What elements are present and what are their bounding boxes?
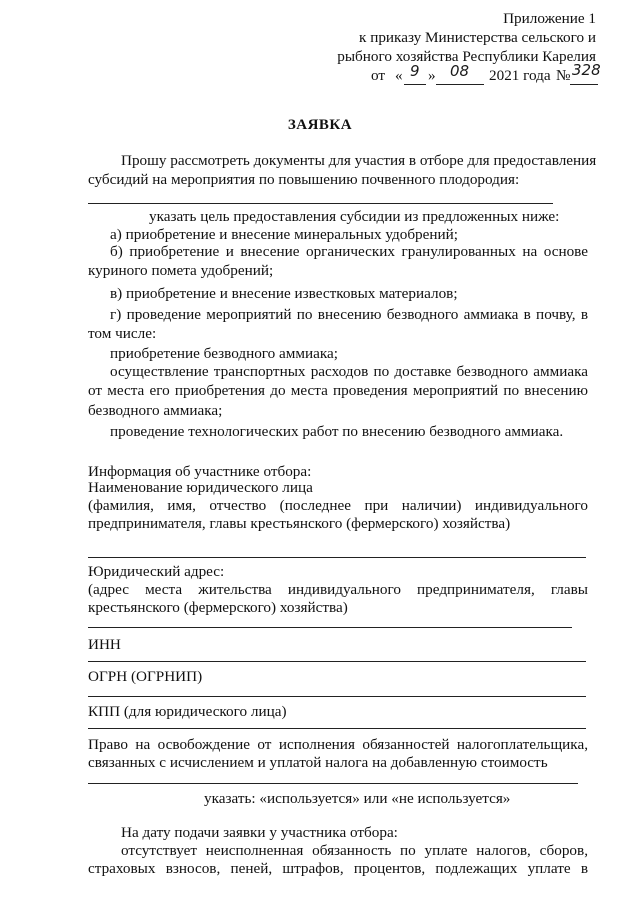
subitem-2-line1: осуществление транспортных расходов по доставке безводного аммиака (110, 363, 588, 380)
order-number-handwritten: 328 (572, 61, 601, 79)
goal-input-line (88, 203, 553, 204)
item-v: в) приобретение и внесение известковых материалов; (110, 285, 458, 302)
kpp-label: КПП (для юридического лица) (88, 703, 287, 720)
legal-name-hint-line2: предпринимателя, главы крестьянского (фермерского) хозяйства) (88, 515, 511, 532)
ogrn-input-line (88, 696, 586, 697)
legal-name-hint-line1: (фамилия, имя, отчество (последнее при наличии) индивидуального (88, 497, 588, 514)
date-day-handwritten: 9 (410, 62, 420, 80)
kpp-input-line (88, 728, 586, 729)
footer-paragraph-line2: страховых взносов, пеней, штрафов, процентов, подлежащих уплате в (88, 860, 588, 877)
subitem-2-line2: от места его приобретения до места проведения мероприятий по внесению (88, 382, 588, 399)
ogrn-label: ОГРН (ОГРНИП) (88, 668, 203, 685)
order-number-sign: № (556, 67, 571, 84)
date-month-rule (436, 84, 484, 85)
subitem-1: приобретение безводного аммиака; (110, 345, 338, 362)
address-label: Юридический адрес: (88, 563, 225, 580)
inn-label: ИНН (88, 636, 121, 653)
submission-date-line: На дату подачи заявки у участника отбора: (121, 824, 398, 841)
vat-line1: Право на освобождение от исполнения обязанностей налогоплательщика, (88, 736, 588, 753)
legal-name-input-line (88, 557, 586, 558)
date-day-rule (404, 84, 426, 85)
date-month-handwritten: 08 (450, 62, 470, 80)
address-input-line (88, 627, 572, 628)
order-reference-line2: рыбного хозяйства Республики Карелия (337, 48, 596, 65)
subitem-2-line3: безводного аммиака; (88, 402, 223, 419)
quote-close: » (428, 67, 436, 84)
footer-paragraph-line1: отсутствует неисполненная обязанность по уплате налогов, сборов, (121, 842, 588, 859)
date-from-label: от (371, 67, 386, 84)
subitem-3: проведение технологических работ по внесению безводного аммиака. (110, 423, 564, 440)
date-year: 2021 года (489, 67, 551, 84)
participant-heading: Информация об участнике отбора: (88, 463, 312, 480)
vat-hint: указать: «используется» или «не используется» (204, 790, 511, 807)
vat-input-line (88, 783, 578, 784)
quote-open: « (395, 67, 403, 84)
page-title: ЗАЯВКА (287, 117, 353, 133)
order-reference-line1: к приказу Министерства сельского и (359, 29, 596, 46)
item-a: а) приобретение и внесение минеральных удобрений; (110, 226, 458, 243)
appendix-label: Приложение 1 (503, 10, 596, 27)
intro-line1: Прошу рассмотреть документы для участия в отборе для предоставления (121, 152, 597, 169)
vat-line2: связанных с исчислением и уплатой налога на добавленную стоимость (88, 754, 548, 771)
inn-input-line (88, 661, 586, 662)
address-hint-line2: крестьянского (фермерского) хозяйства) (88, 599, 348, 616)
legal-name-label: Наименование юридического лица (88, 479, 313, 496)
goal-hint: указать цель предоставления субсидии из предложенных ниже: (149, 208, 560, 225)
order-number-rule (570, 84, 598, 85)
intro-line2: субсидий на мероприятия по повышению почвенного плодородия: (88, 171, 520, 188)
address-hint-line1: (адрес места жительства индивидуального предпринимателя, главы (88, 581, 588, 598)
item-b-line1: б) приобретение и внесение органических гранулированных на основе (110, 243, 588, 260)
item-g-line1: г) проведение мероприятий по внесению безводного аммиака в почву, в (110, 306, 588, 323)
item-g-line2: том числе: (88, 325, 157, 342)
item-b-line2: куриного помета удобрений; (88, 262, 274, 279)
